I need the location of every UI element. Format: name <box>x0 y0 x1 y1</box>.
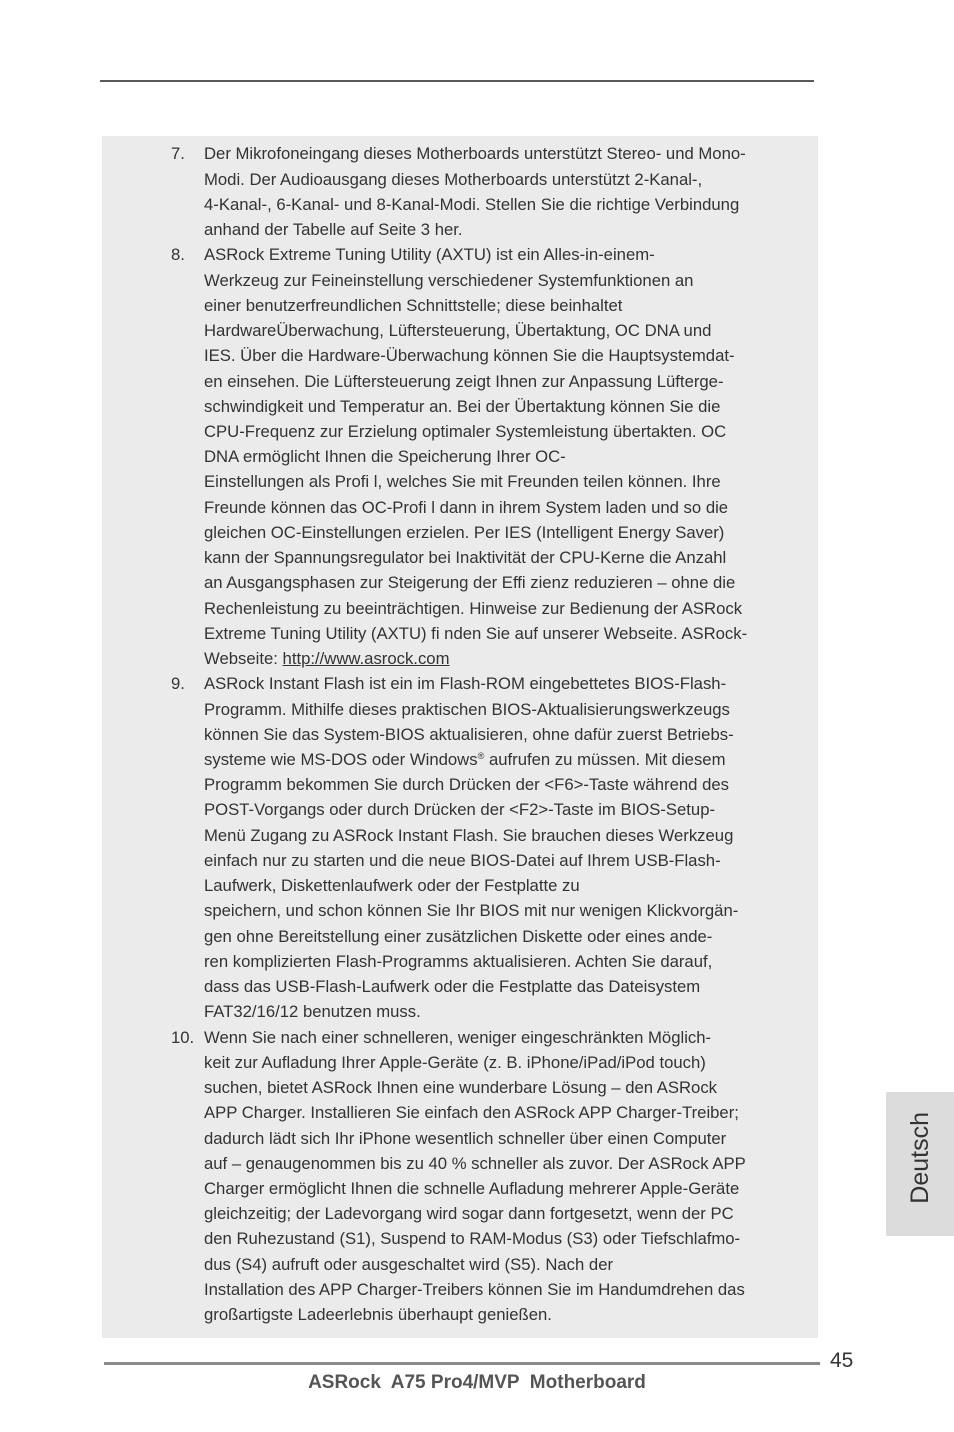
item-text-line: auf – genaugenommen bis zu 40 % schneller als zuvor. Der ASRock APP <box>204 1153 746 1173</box>
item-text-line <box>204 747 747 772</box>
language-tab-label: Deutsch <box>906 1112 934 1204</box>
item-text-line: 4-Kanal-, 6-Kanal- und 8-Kanal-Modi. Stellen Sie die richtige Verbindung <box>204 194 740 214</box>
item-text-line: POST-Vorgangs oder durch Drücken der <F2>-Taste im BIOS-Setup- <box>204 800 716 820</box>
item-text-line: dus (S4) aufruft oder ausgeschaltet wird (S5). Nach der <box>204 1254 614 1274</box>
item-text-line: Modi. Der Audioausgang dieses Motherboards unterstützt 2-Kanal-, <box>204 169 703 189</box>
text-segment: systeme wie MS-DOS oder Windows <box>204 750 478 770</box>
item-text-line: suchen, bietet ASRock Ihnen eine wunderbare Lösung – den ASRock <box>204 1078 718 1098</box>
item-text-line: gleichen OC-Einstellungen erzielen. Per IES (Intelligent Energy Saver) <box>204 522 725 542</box>
item-text-line: ASRock Extreme Tuning Utility (AXTU) ist ein Alles-in-einem- <box>204 245 655 265</box>
text-segment: aufrufen zu müssen. Mit diesem <box>484 750 726 770</box>
item-text-line: den Ruhezustand (S1), Suspend to RAM-Modus (S3) oder Tiefschlafmo- <box>204 1229 741 1249</box>
item-number: 7. <box>171 144 185 164</box>
item-text-line: en einsehen. Die Lüftersteuerung zeigt Ihnen zur Anpassung Lüfterge- <box>204 371 724 391</box>
item-text-line: Installation des APP Charger-Treibers können Sie im Handumdrehen das <box>204 1279 745 1299</box>
item-text-line: Laufwerk, Diskettenlaufwerk oder der Festplatte zu <box>204 876 580 896</box>
item-text-line: dass das USB-Flash-Laufwerk oder die Festplatte das Dateisystem <box>204 977 701 997</box>
item-text-line: FAT32/16/12 benutzen muss. <box>204 1002 421 1022</box>
footer-title: ASRock A75 Pro4/MVP Motherboard <box>308 1372 646 1393</box>
item-text-line: speichern, und schon können Sie Ihr BIOS mit nur wenigen Klickvorgän- <box>204 901 739 921</box>
item-text-line: großartigste Ladeerlebnis überhaupt genießen. <box>204 1305 552 1325</box>
item-text-line: CPU-Frequenz zur Erzielung optimaler Systemleistung übertakten. OC <box>204 421 727 441</box>
item-text-line: ASRock Instant Flash ist ein im Flash-ROM eingebettetes BIOS-Flash- <box>204 674 727 694</box>
item-text-line <box>204 646 747 671</box>
registered-mark: ® <box>477 750 485 761</box>
list-item <box>171 1025 747 1328</box>
item-text-line: an Ausgangsphasen zur Steigerung der Effi zienz reduzieren – ohne die <box>204 573 736 593</box>
item-text-line: gen ohne Bereitstellung einer zusätzlichen Diskette oder eines ande- <box>204 926 713 946</box>
list-item <box>171 141 747 242</box>
item-text-line: Charger ermöglicht Ihnen die schnelle Aufladung mehrerer Apple-Geräte <box>204 1179 740 1198</box>
top-rule <box>100 80 814 82</box>
item-text-line: gleichzeitig; der Ladevorgang wird sogar dann fortgesetzt, wenn der PC <box>204 1204 734 1224</box>
item-text-line: einfach nur zu starten und die neue BIOS-Datei auf Ihrem USB-Flash- <box>204 850 721 870</box>
language-tab <box>886 1092 954 1236</box>
item-text-line: Wenn Sie nach einer schnelleren, weniger eingeschränkten Möglich- <box>204 1027 712 1047</box>
item-text-line: APP Charger. Installieren Sie einfach den ASRock APP Charger-Treiber; <box>204 1103 739 1123</box>
item-text-line: Einstellungen als Profi l, welches Sie mit Freunden teilen können. Ihre <box>204 472 721 492</box>
item-text-line: Extreme Tuning Utility (AXTU) fi nden Sie auf unserer Webseite. ASRock- <box>204 623 748 643</box>
item-text-line: Werkzeug zur Feineinstellung verschiedener Systemfunktionen an <box>204 270 694 290</box>
item-text-line: schwindigkeit und Temperatur an. Bei der Übertaktung können Sie die <box>204 396 721 416</box>
text-segment: Webseite: <box>204 649 283 669</box>
item-text-line: Programm bekommen Sie durch Drücken der <F6>-Taste während des <box>204 775 729 795</box>
item-text-line: einer benutzerfreundlichen Schnittstelle; diese beinhaltet <box>204 295 623 315</box>
item-text-line: HardwareÜberwachung, Lüftersteuerung, Übertaktung, OC DNA und <box>204 321 712 341</box>
item-text-line: dadurch lädt sich Ihr iPhone wesentlich schneller über einen Computer <box>204 1128 727 1148</box>
item-text-line: ren komplizierten Flash-Programms aktualisieren. Achten Sie darauf, <box>204 951 713 971</box>
item-text-line: keit zur Aufladung Ihrer Apple-Geräte (z. B. iPhone/iPad/iPod touch) <box>204 1052 706 1072</box>
item-number: 10. <box>171 1027 195 1047</box>
item-text-line: DNA ermöglicht Ihnen die Speicherung Ihrer OC- <box>204 447 566 467</box>
item-number: 8. <box>171 245 185 265</box>
item-text-line: Der Mikrofoneingang dieses Motherboards unterstützt Stereo- und Mono- <box>204 144 746 164</box>
page-number: 45 <box>830 1349 854 1372</box>
item-text-line: können Sie das System-BIOS aktualisieren, ohne dafür zuerst Betriebs- <box>204 724 734 744</box>
item-text-line: Rechenleistung zu beeinträchtigen. Hinweise zur Bedienung der ASRock <box>204 598 743 618</box>
item-text-line: anhand der Tabelle auf Seite 3 her. <box>204 220 463 240</box>
website-link[interactable]: http://www.asrock.com <box>282 649 450 669</box>
item-text-line: IES. Über die Hardware-Überwachung können Sie die Hauptsystemdat- <box>204 346 735 366</box>
item-text-line: Programm. Mithilfe dieses praktischen BIOS-Aktualisierungswerkzeugs <box>204 699 730 719</box>
footer-rule <box>104 1362 820 1365</box>
item-text-line: kann der Spannungsregulator bei Inaktivität der CPU-Kerne die Anzahl <box>204 548 727 568</box>
numbered-list <box>171 141 747 1327</box>
item-text-line: Freunde können das OC-Profi l dann in ihrem System laden und so die <box>204 497 729 517</box>
list-item <box>171 242 747 671</box>
list-item <box>171 671 747 1024</box>
item-number: 9. <box>171 674 185 694</box>
item-text-line: Menü Zugang zu ASRock Instant Flash. Sie brauchen dieses Werkzeug <box>204 825 734 845</box>
